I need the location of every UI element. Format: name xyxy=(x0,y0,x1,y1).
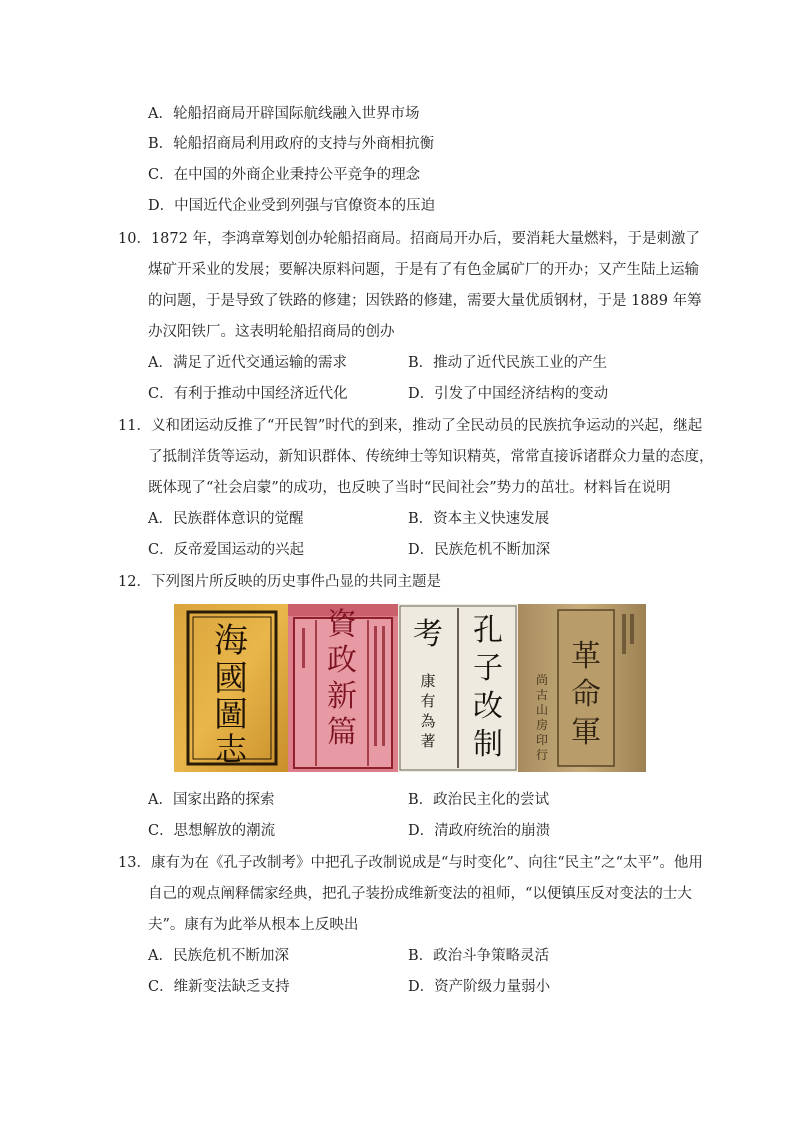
q11-stem-line-1: 11．义和团运动反推了“开民智”时代的到来，推动了全民动员的民族抗争运动的兴起，继起 xyxy=(118,418,703,434)
q12-option-b: B．政治民主化的尝试 xyxy=(408,792,550,808)
book-cover-zizhengxinpian-art xyxy=(288,604,398,772)
q10-stem-line-4: 办汉阳铁厂。这表明轮船招商局的创办 xyxy=(148,324,395,340)
q13-option-b: B．政治斗争策略灵活 xyxy=(408,948,550,964)
q11-stem-line-3: 既体现了“社会启蒙”的成功，也反映了当时“民间社会”势力的茁壮。材料旨在说明 xyxy=(148,480,671,496)
q13-option-d: D．资产阶级力量弱小 xyxy=(408,979,551,995)
cover1-char-1: 海 xyxy=(214,621,248,661)
q11-option-b: B．资本主义快速发展 xyxy=(408,511,550,527)
q10-option-d: D．引发了中国经济结构的变动 xyxy=(408,386,609,402)
cover1-char-3: 圖 xyxy=(214,695,248,735)
cover1-char-2: 國 xyxy=(214,659,248,699)
book-cover-kongzigaizhikao-art xyxy=(398,604,518,772)
q13-stem-line-2: 自己的观点阐释儒家经典，把孔子装扮成维新变法的祖师，“以便镇压反对变法的士大 xyxy=(148,886,692,902)
book-cover-images xyxy=(174,604,646,772)
q13-stem-line-3: 夫”。康有为此举从根本上反映出 xyxy=(148,917,359,933)
q11-option-d: D．民族危机不断加深 xyxy=(408,542,551,558)
cover3-char-4: 制 xyxy=(473,727,503,762)
q10-option-a: A．满足了近代交通运输的需求 xyxy=(148,355,347,371)
q12-option-c: C．思想解放的潮流 xyxy=(148,823,276,839)
q11-option-c: C．反帝爱国运动的兴起 xyxy=(148,542,305,558)
q10-stem-line-1: 10．1872 年，李鸿章筹划创办轮船招商局。招商局开办后，要消耗大量燃料，于是刺激了 xyxy=(118,231,700,247)
cover4-side-char-4: 房 xyxy=(535,718,549,732)
q12-stem-line-1: 12．下列图片所反映的历史事件凸显的共同主题是 xyxy=(118,574,441,590)
book-cover-kongzigaizhikao xyxy=(398,604,518,772)
cover2-char-4: 篇 xyxy=(327,715,357,750)
book-cover-zizhengxinpian xyxy=(288,604,398,772)
cover4-side-char-3: 山 xyxy=(535,703,549,717)
cover4-side-char-1: 尚 xyxy=(535,673,549,687)
q9-option-a: A．轮船招商局开辟国际航线融入世界市场 xyxy=(148,106,420,122)
cover3-char-5: 考 xyxy=(413,617,443,652)
q10-option-b: B．推动了近代民族工业的产生 xyxy=(408,355,608,371)
q10-stem-line-3: 的问题，于是导致了铁路的修建；因铁路的修建，需要大量优质钢材，于是 1889 年筹 xyxy=(148,293,702,309)
cover3-char-3: 改 xyxy=(473,689,503,724)
q12-option-a: A．国家出路的探索 xyxy=(148,792,275,808)
cover4-char-3: 軍 xyxy=(571,715,601,750)
cover4-side-char-5: 印 xyxy=(535,733,549,747)
book-cover-gemingjun-art xyxy=(518,604,646,772)
q13-stem-line-1: 13．康有为在《孔子改制考》中把孔子改制说成是“与时变化”、向往“民主”之“太平”。他用 xyxy=(118,855,703,871)
book-cover-gemingjun xyxy=(518,604,646,772)
cover3-author-char-1: 康 xyxy=(420,672,436,690)
cover3-author-char-4: 著 xyxy=(420,732,436,750)
q10-option-c: C．有利于推动中国经济近代化 xyxy=(148,386,348,402)
q9-option-b: B．轮船招商局利用政府的支持与外商相抗衡 xyxy=(148,136,435,152)
q12-option-d: D．清政府统治的崩溃 xyxy=(408,823,551,839)
q11-option-a: A．民族群体意识的觉醒 xyxy=(148,511,304,527)
cover1-char-4: 志 xyxy=(214,730,248,768)
book-cover-haiguotuzhi xyxy=(174,604,288,772)
cover2-char-2: 政 xyxy=(327,643,357,678)
cover4-char-2: 命 xyxy=(571,677,601,712)
book-cover-haiguotuzhi-art xyxy=(174,604,288,772)
q13-option-c: C．维新变法缺乏支持 xyxy=(148,979,290,995)
q10-stem-line-2: 煤矿开采业的发展；要解决原料问题，于是有了有色金属矿厂的开办；又产生陆上运输 xyxy=(148,262,699,278)
q9-option-c: C．在中国的外商企业秉持公平竞争的理念 xyxy=(148,167,421,183)
cover3-char-1: 孔 xyxy=(473,613,503,648)
cover3-author-char-3: 為 xyxy=(420,712,436,730)
q9-option-d: D．中国近代企业受到列强与官僚资本的压迫 xyxy=(148,198,436,214)
cover4-char-1: 革 xyxy=(571,639,601,674)
cover4-side-char-6: 行 xyxy=(535,748,549,762)
q11-stem-line-2: 了抵制洋货等运动，新知识群体、传统绅士等知识精英，常常直接诉诸群众力量的态度， xyxy=(148,449,714,465)
cover3-char-2: 子 xyxy=(473,651,503,686)
cover3-author-char-2: 有 xyxy=(420,692,436,710)
q13-option-a: A．民族危机不断加深 xyxy=(148,948,289,964)
cover2-char-1: 資 xyxy=(327,607,357,642)
cover2-char-3: 新 xyxy=(327,679,357,714)
cover4-side-char-2: 古 xyxy=(535,688,549,702)
